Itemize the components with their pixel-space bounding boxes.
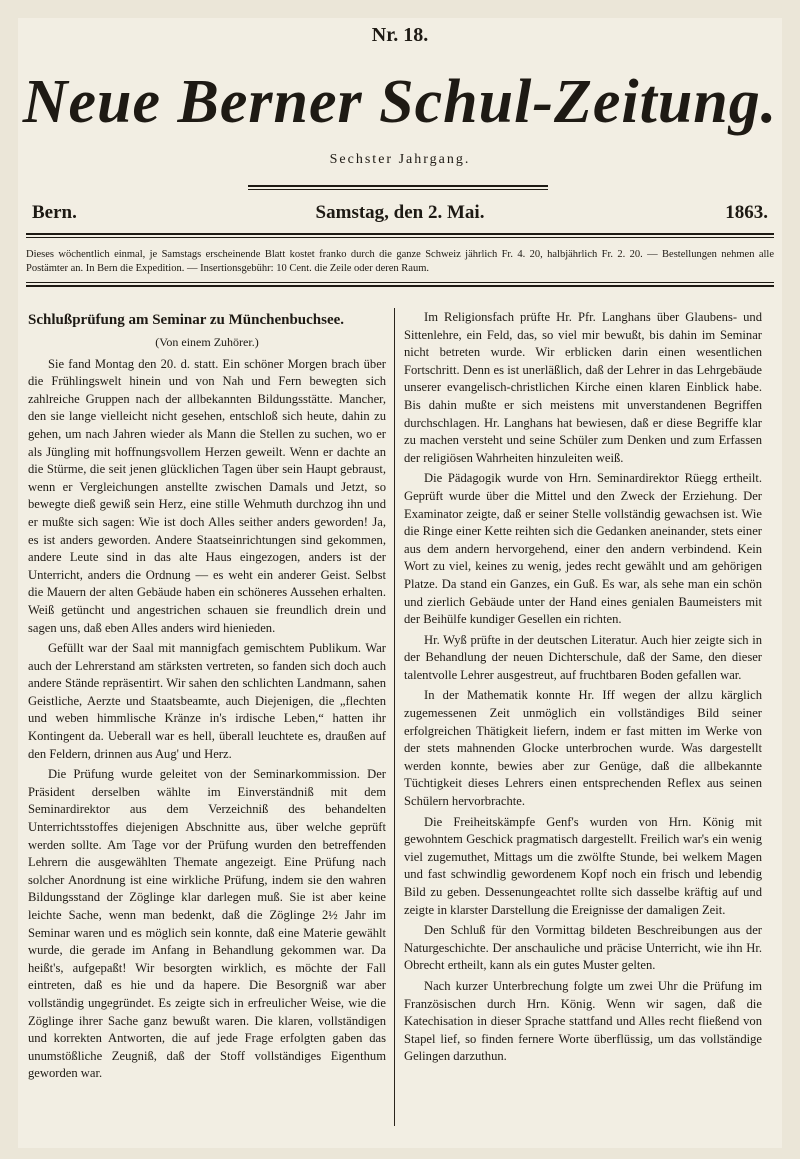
top-rule-thin: [248, 189, 548, 190]
dateline-rule-thick: [26, 233, 774, 235]
article-byline: (Von einem Zuhörer.): [155, 335, 259, 349]
article-paragraph: Gefüllt war der Saal mit mannigfach gemischtem Publikum. War auch der Lehrerstand am stärksten vertreten, so fanden sich doch auch andere Stände repräsentirt. Wir sahen den schlichten Landmann, sahen Geistliche, Aerzte und Staatsbeamte, auch Diejenigen, die „flechten und weben himmlische Kränze in's irdische Leben,“ hatten ihr Kontingent da. Ueberall war es hell, überall leuchtete es, draußen auf den Feldern, drinnen aus Aug' und Herz.: [28, 641, 386, 761]
article-paragraph: Die Prüfung wurde geleitet von der Seminarkommission. Der Präsident derselben wählte im Einverständniß mit dem Seminardirektor aus dem Verzeichniß des behandelten Unterrichtsstoffes diejenigen Abschnitte aus, über welche geprüft werden sollte. Am Tage vor der Prüfung wurden den betreffenden Lehrern die ausgewählten Themate angezeigt. Eine Prüfung nach solcher Anordnung ist eine wirkliche Prüfung, indem sie den wahren Bildungsstand der Zöglinge klar darlegen muß. Sie ist aber keine leichte Sache, wenn man bedenkt, daß die Zöglinge 2½ Jahr im Seminar waren und es möglich sein konnte, daß eine Materie gewählt wurde, die gerade im Anfang in Behandlung gekommen war. Da heißt's, aufgepaßt! Wir besorgten wirklich, es möchte der Fall eintreten, daß es hie und da hapere. Die Besorgniß war aber vollständig ungegründet. Es zeigte sich in erfreulicher Weise, wie die Zöglinge ihrer Sache ganz bewußt waren. Die klaren, vollständigen und korrekten Antworten, die auf jede Frage erfolgten gaben das unumstößliche Zeugniß, daß der Stoff vollständiges Eigenthum geworden war.: [28, 767, 386, 1081]
article-paragraph: Im Religionsfach prüfte Hr. Pfr. Langhans über Glaubens- und Sittenlehre, ein Feld, das, so viel mir bewußt, bis dahin im Seminar nicht betreten wurde. Wir erblicken darin einen wesentlichen Fortschritt. Denn es ist unerläßlich, daß der Lehrer in das Lehrgebäude unserer evangelisch-christlichen Kirche einen klaren Einblick habe. Bis dahin mußte er sich meistens mit unverstandenen Begriffen durchschlagen. Hr. Langhans hat bewiesen, daß er diese Begriffe klar zu machen versteht und seine Schüler zum Denken und zum Erfassen der religiösen Wahrheiten hinzuleiten weiß.: [404, 310, 762, 465]
notice-rule-thick: [26, 285, 774, 287]
article-column-right: [404, 309, 762, 1069]
article-paragraph: Nach kurzer Unterbrechung folgte um zwei Uhr die Prüfung im Französischen durch Hrn. König. Wenn wir sagen, daß die Katechisation in dieser Sprache stattfand und Alles recht fließend von Stapel lief, so finden fernere Worte überflüssig, um das vollständige Gelingen darzuthun.: [404, 978, 762, 1064]
article-paragraph: Sie fand Montag den 20. d. statt. Ein schöner Morgen brach über die Frühlingswelt hinein und von Nah und Fern bewegten sich zahlreiche Gruppen nach der allbekannten Bildungsstätte. Mancher, den sie lange vielleicht nicht gesehen, entschloß sich heute, dahin zu gehen, um nach Jahren wieder als Mann die Stellen zu suchen, wo er als Jüngling mit hoffnungsvollem Herzen geweilt. Wenn er dachte an die Stürme, die seit jenen glücklichen Tagen über sein Haupt gebraust, wenn er Vergleichungen anstellte zwischen Damals und Jetzt, so bewegte dieß gewiß sein Herz, eine stille Wehmuth durchzog ihn und er mußte sich sagen: Wie ist doch Alles seither anders geworden! Ja, es ist anders geworden. Andere Staatseinrichtungen sind gekommen, andere Leute sind in das alte Haus eingezogen, anders ist der Unterricht, anders die Ordnung — es weht ein anderer Geist. Selbst die Mauern der alten Gebäude haben ein schöneres Aussehen erhalten. Weiß getüncht und angestrichen schauen sie freundlich drein und sagen uns, daß eben Alles anders wird hienieden.: [28, 356, 386, 635]
top-rule-thick: [248, 185, 548, 187]
dateline-rule-thin: [26, 237, 774, 238]
subscription-notice: Dieses wöchentlich einmal, je Samstags erscheinende Blatt kostet franko durch die ganze Schweiz jährlich Fr. 4. 20, halbjährlich Fr. 2. 20. — Bestellungen nehmen alle Postämter an. In Bern die Expedition. — Insertionsgebühr: 10 Cent. die Zeile oder deren Raum.: [26, 249, 774, 274]
article-paragraph: In der Mathematik konnte Hr. Iff wegen der allzu kärglich zugemessenen Zeit unmöglich ein vollständiges Bild seiner erfolgreichen Thätigkeit liefern, indem er fast mitten im Werke von der stets mahnenden Glocke unterbrochen wurde. Was dargestellt werden konnte, bewies aber zur Genüge, daß die allbekannte Tüchtigkeit dieses Lehrers einen entsprechenden Reflex aus seinen Schülern hervorbrachte.: [404, 688, 762, 809]
column-divider: [394, 308, 395, 1126]
issue-year: 1863.: [725, 202, 768, 223]
notice-rule-thin: [26, 282, 774, 283]
newspaper-title: Neue Berner Schul-Zeitung.: [22, 68, 778, 136]
place-name: Bern.: [32, 202, 77, 223]
volume-line: Sechster Jahrgang.: [329, 152, 471, 167]
article-title: Schlußprüfung am Seminar zu Münchenbuchsee.: [28, 312, 345, 328]
issue-number: Nr. 18.: [371, 24, 429, 46]
article-paragraph: Hr. Wyß prüfte in der deutschen Literatur. Auch hier zeigte sich in der Behandlung der neuen Dichterschule, daß der Same, den dieser talentvolle Lehrer ausgestreut, auf fruchtbaren Boden gefallen war.: [404, 632, 762, 682]
article-column-left: [28, 309, 386, 1086]
article-paragraph: Den Schluß für den Vormittag bildeten Beschreibungen aus der Naturgeschichte. Der anschauliche und präcise Unterricht, wie ihn Hr. Obrecht ertheilt, kann als ein gutes Muster gelten.: [404, 923, 762, 973]
newspaper-page: [18, 18, 782, 1148]
dateline: [32, 202, 768, 228]
article-paragraph: Die Freiheitskämpfe Genf's wurden von Hrn. König mit gewohntem Geschick pragmatisch dargestellt. Freilich war's ein wenig viel zugemuthet, Mittags um die zwölfte Stunde, bei welkem Magen und fast schwindlig gewordenem Kopf noch ein frisch und lebendig Bild zu geben. Dessenungeachtet rollte sich dasselbe kräftig auf und zeigte in klarster Darstellung die Ereignisse der damaligen Zeit.: [404, 814, 762, 917]
issue-date: Samstag, den 2. Mai.: [315, 202, 485, 223]
article-paragraph: Die Pädagogik wurde von Hrn. Seminardirektor Rüegg ertheilt. Geprüft wurde über die Mittel und den Zweck der Erziehung. Der Examinator zeigte, daß er seiner Stelle vollständig gewachsen ist. Wie die Ringe einer Kette reihten sich die Gedanken aneinander, stets einer aus dem andern hervorgehend, einer den andern verbindend. Kein Wort zu viel, keines zu wenig, jedes recht gewählt und am gehörigen Platze. Da stand ein Ganzes, ein Guß. Es war, als sehe man ein schön und zierlich Gebäude unter der Hand eines genialen Baumeisters mit der Beihülfe kundiger Gesellen ein richten.: [404, 471, 762, 627]
